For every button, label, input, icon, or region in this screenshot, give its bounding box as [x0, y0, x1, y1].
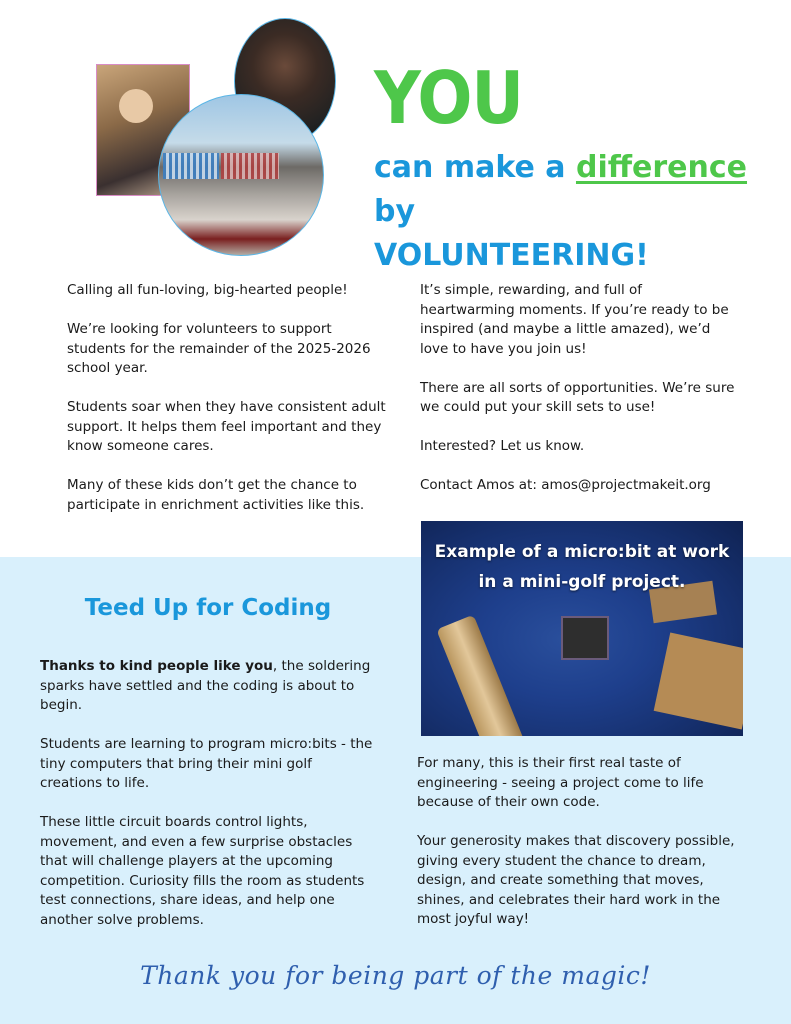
coding-right-column: [417, 754, 737, 949]
photo-detail: [654, 633, 743, 730]
headline-prefix: can make a: [374, 150, 576, 185]
intro-left-column: [67, 281, 387, 535]
intro-paragraph: It’s simple, rewarding, and full of heartwarming moments. If you’re ready to be inspired (and maybe a little amazed), we’d love to have you join us!: [420, 282, 729, 357]
photo-detail: [436, 615, 526, 736]
lead-rest: , the soldering sparks have settled and the coding is about to begin.: [40, 658, 371, 713]
coding-paragraph: For many, this is their first real taste of engineering - seeing a project come to life because of their own code.: [417, 755, 704, 810]
thank-you-line: Thank you for being part of the magic!: [140, 961, 651, 990]
coding-paragraph: Students are learning to program micro:bits - the tiny computers that bring their mini golf creations to life.: [40, 736, 373, 791]
headline-you: YOU: [374, 56, 523, 140]
intro-paragraph: There are all sorts of opportunities. We’re sure we could put your skill sets to use!: [420, 379, 735, 415]
caption-line: Example of a micro:bit at work: [434, 542, 730, 562]
intro-paragraph: Calling all fun-loving, big-hearted people!: [67, 282, 348, 298]
intro-paragraph: We’re looking for volunteers to support students for the remainder of the 2025-2026 school year.: [67, 321, 371, 376]
microbit-board: [561, 616, 609, 660]
coding-paragraph: These little circuit boards control lights, movement, and even a few surprise obstacles that will challenge players at the upcoming competition. Curiosity fills the room as students test connections, share ideas, and help one another solve problems.: [40, 814, 365, 928]
intro-paragraph: Interested? Let us know.: [420, 438, 585, 454]
section-title: Teed Up for Coding: [84, 595, 332, 621]
caption-line: in a mini-golf project.: [478, 572, 686, 592]
microbit-caption: [421, 537, 743, 597]
microbit-photo: [421, 521, 743, 736]
headline-text: [374, 146, 791, 278]
photo-detail: [163, 153, 219, 179]
coding-left-column: [40, 657, 376, 950]
car-project-photo: [158, 94, 324, 256]
contact-line: Contact Amos at: amos@projectmakeit.org: [420, 477, 711, 493]
coding-paragraph: Your generosity makes that discovery possible, giving every student the chance to dream, design, and create something that moves, shines, and celebrates their hard work in the most joyful way!: [417, 833, 735, 927]
lead-paragraph: [40, 657, 376, 716]
lead-bold: Thanks to kind people like you: [40, 658, 273, 674]
headline-suffix: by: [374, 194, 416, 229]
headline-line2: VOLUNTEERING!: [374, 238, 649, 273]
headline-difference: difference: [575, 150, 748, 185]
headline-line1: [374, 146, 791, 234]
intro-paragraph: Many of these kids don’t get the chance to participate in enrichment activities like this.: [67, 477, 365, 513]
intro-paragraph: Students soar when they have consistent adult support. It helps them feel important and they know someone cares.: [67, 399, 386, 454]
intro-right-column: [420, 281, 740, 515]
photo-detail: [221, 153, 279, 179]
